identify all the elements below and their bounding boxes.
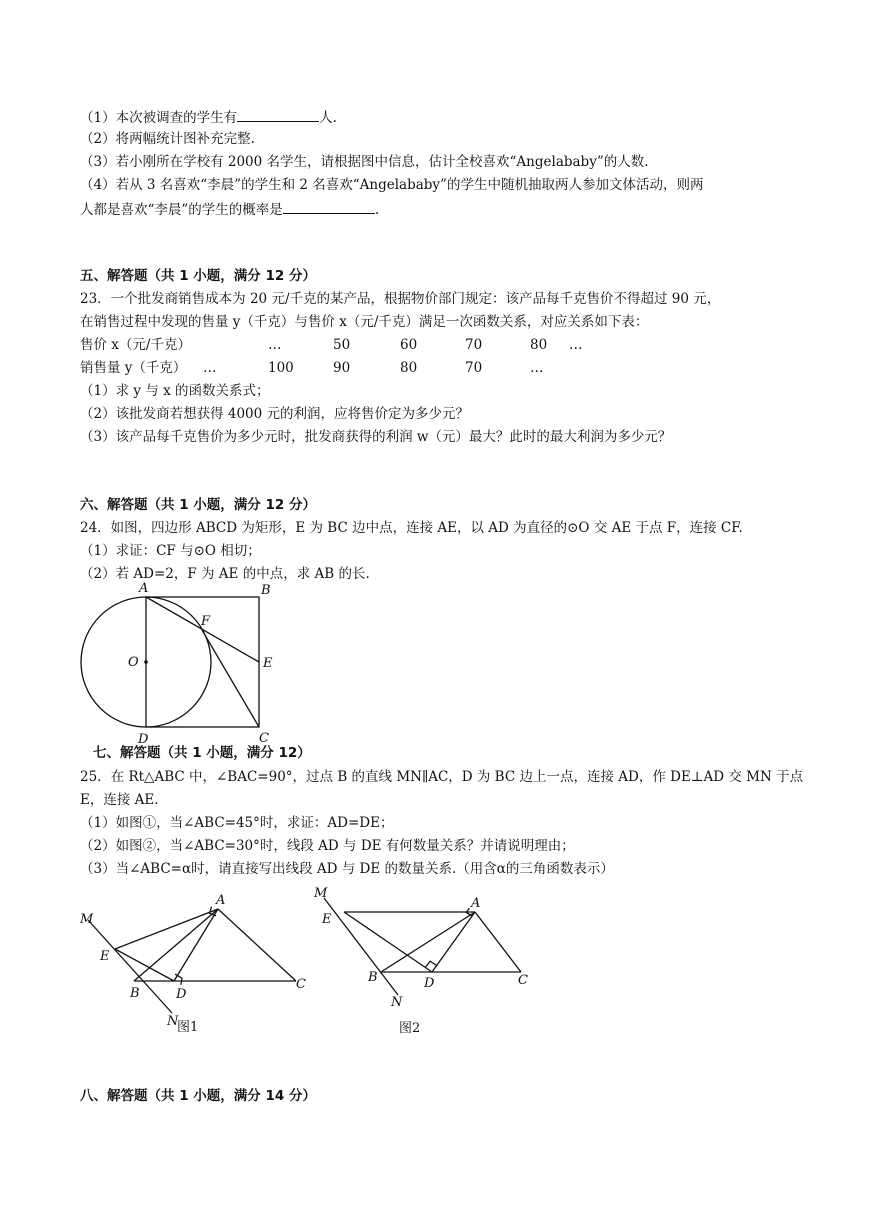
sec6-q2: （2）若 AD=2，F 为 AE 的中点，求 AB 的长. xyxy=(80,566,370,582)
sec4-q4-text: 人都是喜欢“李晨”的学生的概率是 xyxy=(80,202,283,218)
table-cell: … xyxy=(569,337,583,353)
figure-2 xyxy=(308,880,548,1040)
sec5-q2: （2）该批发商若想获得 4000 元的利润，应将售价定为多少元？ xyxy=(80,406,470,422)
sec4-q3: （3）若小刚所在学校有 2000 名学生，请根据图中信息，估计全校喜欢“Angelababy”的人数. xyxy=(80,154,649,170)
sec8-heading: 八、解答题（共 1 小题，满分 14 分） xyxy=(80,1088,316,1104)
table-cell: 70 xyxy=(465,360,483,376)
fig2-label-B: B xyxy=(368,970,378,985)
table-cell: 70 xyxy=(465,337,483,353)
fig1-caption: 图1 xyxy=(177,1020,199,1035)
label-E: E xyxy=(263,656,273,671)
fig1-label-B: B xyxy=(130,986,140,1001)
sec7-q3: （3）当∠ABC=α时，请直接写出线段 AD 与 DE 的数量关系.（用含α的三角函数表示） xyxy=(80,861,614,877)
table-label-volume: 销售量 y（千克） xyxy=(80,360,187,376)
table-row-volume xyxy=(80,359,700,377)
sec7-q2: （2）如图②，当∠ABC=30°时，线段 AD 与 DE 有何数量关系？并请说明理由； xyxy=(80,838,575,854)
label-F: F xyxy=(201,614,211,629)
label-C: C xyxy=(259,731,269,746)
table-cell: 100 xyxy=(268,360,294,376)
sec5-q1: （1）求 y 与 x 的函数关系式； xyxy=(80,383,270,399)
label-B: B xyxy=(261,583,271,598)
fig2-label-D: D xyxy=(424,976,435,991)
fig2-label-M: M xyxy=(314,886,328,901)
sec4-q4-post: . xyxy=(374,202,380,218)
fig2-label-C: C xyxy=(518,973,528,988)
label-O: O xyxy=(128,655,139,670)
fig2-label-N: N xyxy=(391,995,403,1010)
table-cell: 80 xyxy=(530,337,548,353)
table-row-price xyxy=(80,336,700,354)
fig2-caption: 图2 xyxy=(399,1021,421,1036)
table-cell: 50 xyxy=(333,337,351,353)
sec7-q1: （1）如图①，当∠ABC=45°时，求证：AD=DE； xyxy=(80,815,394,831)
sec6-heading: 六、解答题（共 1 小题，满分 12 分） xyxy=(80,497,316,513)
label-D: D xyxy=(138,732,149,747)
table-cell: 60 xyxy=(400,337,418,353)
sec4-q1 xyxy=(80,107,337,127)
label-A: A xyxy=(139,581,149,596)
figure-1 xyxy=(70,885,320,1040)
sec6-q1: （1）求证：CF 与⊙O 相切； xyxy=(80,543,261,559)
sec5-p2: 在销售过程中发现的售量 y（千克）与售价 x（元/千克）满足一次函数关系，对应关系如下表： xyxy=(80,314,649,330)
fig1-label-E: E xyxy=(100,949,110,964)
sec4-q4-line1: （4）若从 3 名喜欢“李晨”的学生和 2 名喜欢“Angelababy”的学生中随机抽取两人参加文体活动，则两 xyxy=(80,177,704,193)
answer-blank-1 xyxy=(237,107,319,122)
sec7-p1: 25．在 Rt△ABC 中，∠BAC=90°，过点 B 的直线 MN∥AC，D 为 BC 边上一点，连接 AD，作 DE⊥AD 交 MN 于点 xyxy=(80,769,804,785)
sec7-heading: 七、解答题（共 1 小题，满分 12） xyxy=(93,745,311,761)
table-cell: 90 xyxy=(333,360,351,376)
table-label-price: 售价 x（元/千克） xyxy=(80,337,191,353)
answer-blank-2 xyxy=(283,199,375,214)
sec5-q3: （3）该产品每千克售价为多少元时，批发商获得的利润 w（元）最大？此时的最大利润为多少元？ xyxy=(80,429,672,445)
table-cell: … xyxy=(268,337,282,353)
fig2-label-E: E xyxy=(322,912,332,927)
rectangle-circle-figure xyxy=(70,580,290,748)
sec4-q4-line2 xyxy=(80,199,379,219)
sec5-heading: 五、解答题（共 1 小题，满分 12 分） xyxy=(80,268,316,284)
fig1-label-M: M xyxy=(80,912,94,927)
sec7-p2: E，连接 AE. xyxy=(80,792,159,808)
sec6-p1: 24．如图，四边形 ABCD 为矩形，E 为 BC 边中点，连接 AE，以 AD 为直径的⊙O 交 AE 于点 F，连接 CF. xyxy=(80,520,743,536)
table-cell: 80 xyxy=(400,360,418,376)
fig1-label-C: C xyxy=(296,977,306,992)
sec4-q1-post: 人. xyxy=(319,110,337,126)
table-cell: … xyxy=(203,360,217,376)
fig1-label-D: D xyxy=(176,987,187,1002)
fig1-label-A: A xyxy=(216,893,226,908)
fig1-label-N: N xyxy=(167,1014,179,1029)
sec5-p1: 23．一个批发商销售成本为 20 元/千克的某产品，根据物价部门规定：该产品每千克售价不得超过 90 元， xyxy=(80,291,721,307)
fig2-label-A: A xyxy=(471,896,481,911)
sec4-q1-text: （1）本次被调查的学生有 xyxy=(80,110,238,126)
table-cell: … xyxy=(530,360,544,376)
sec4-q2: （2）将两幅统计图补充完整. xyxy=(80,131,255,147)
